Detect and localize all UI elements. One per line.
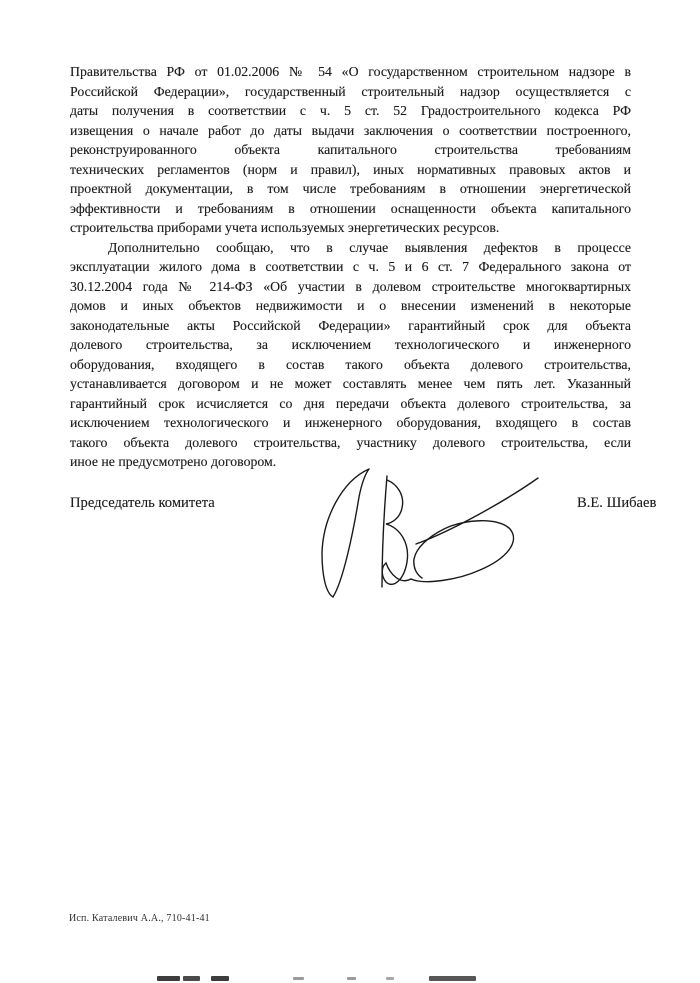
- text-line: эксплуатации жилого дома в соответствии с ч. 5 и 6 ст. 7 Федерального закона от: [70, 259, 631, 274]
- text-line: такого объекта долевого строительства, участнику долевого строительства, если: [70, 434, 631, 450]
- scan-artifact-segment: [429, 976, 476, 981]
- text-line: гарантийный срок исчисляется со дня передачи объекта долевого строительства, за: [70, 395, 631, 411]
- text-line: законодательные акты Российской Федерации» гарантийный срок для объекта: [70, 317, 631, 333]
- scan-artifact-segment: [211, 976, 229, 981]
- text-line: Правительства РФ от 01.02.2006 № 54 «О государственном строительном надзоре в: [70, 64, 631, 79]
- executor-note: Исп. Каталевич А.А., 710-41-41: [69, 913, 210, 924]
- text-line: оборудования, входящего в состав такого объекта долевого строительства,: [70, 356, 631, 372]
- handwritten-signature-icon: [312, 462, 542, 604]
- text-line: устанавливается договором и не может составлять менее чем пять лет. Указанный: [70, 376, 631, 391]
- text-line: извещения о начале работ до даты выдачи заключения о соответствии построенного,: [70, 122, 631, 138]
- text-line: Российской Федерации», государственный строительный надзор осуществляется с: [70, 83, 631, 99]
- paragraph-1: [70, 62, 631, 238]
- paragraph-2: [70, 238, 631, 472]
- text-line: технических регламентов (норм и правил), иных нормативных правовых актов и: [70, 161, 631, 177]
- scan-artifact-segment: [347, 977, 356, 980]
- letter-body: [70, 62, 631, 472]
- text-line: даты получения в соответствии с ч. 5 ст. 52 Градостроительного кодекса РФ: [70, 103, 631, 118]
- text-line: реконструированного объекта капитального строительства требованиям: [70, 142, 631, 157]
- text-line: домов и иных объектов недвижимости и о внесении изменений в некоторые: [70, 298, 631, 313]
- text-line: эффективности и требованиям в отношении оснащенности объекта капитального: [70, 200, 631, 216]
- scan-artifact-segment: [293, 977, 304, 980]
- text-line: Дополнительно сообщаю, что в случае выявления дефектов в процессе: [108, 239, 631, 255]
- text-line: долевого строительства, за исключением технологического и инженерного: [70, 337, 631, 352]
- text-line: исключением технологического и инженерного оборудования, входящего в состав: [70, 415, 631, 430]
- text-line: проектной документации, в том числе требованиям в отношении энергетической: [70, 181, 631, 196]
- text-line: строительства приборами учета используемых энергетических ресурсов.: [70, 220, 500, 235]
- signer-name: В.Е. Шибаев: [577, 495, 657, 511]
- scan-artifact-segment: [157, 976, 180, 981]
- scan-artifact-segment: [386, 977, 394, 980]
- signer-position-title: Председатель комитета: [70, 495, 215, 511]
- text-line: иное не предусмотрено договором.: [70, 454, 277, 469]
- scan-artifact-segment: [183, 976, 200, 981]
- text-line: 30.12.2004 года № 214-ФЗ «Об участии в долевом строительстве многоквартирных: [70, 278, 631, 294]
